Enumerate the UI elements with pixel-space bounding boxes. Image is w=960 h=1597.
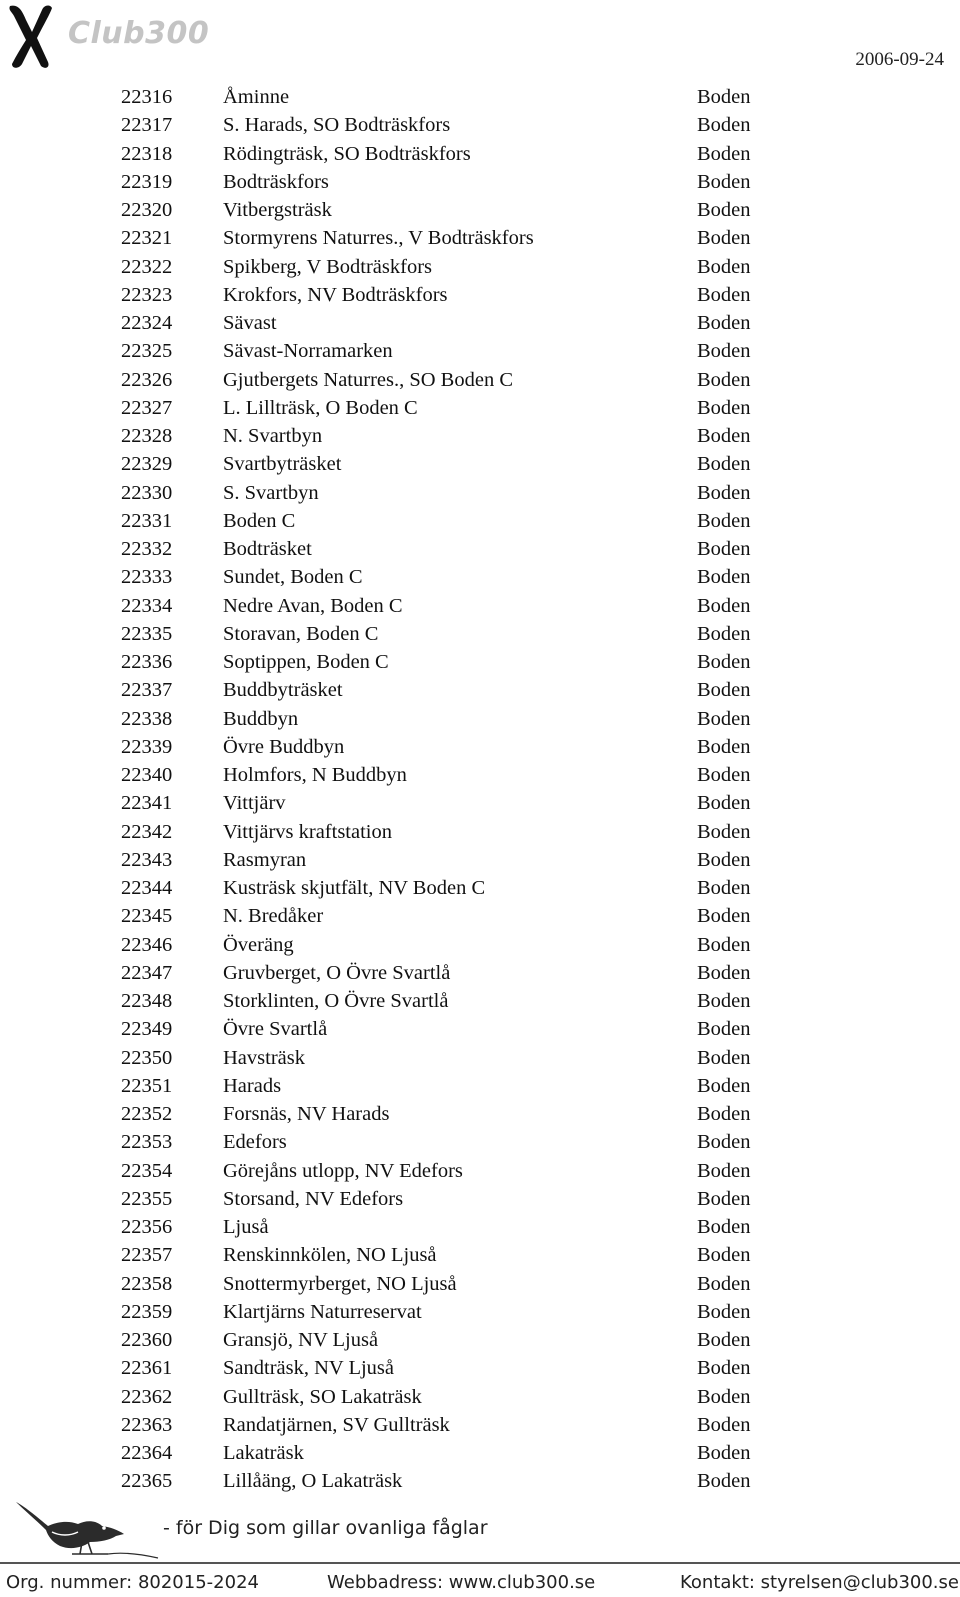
municipality: Boden [697,1187,751,1210]
location-id: 22333 [121,566,173,589]
municipality: Boden [697,255,751,278]
municipality: Boden [697,792,751,815]
location-name: Soptippen, Boden C [223,651,389,673]
location-name: Snottermyrberget, NO Ljuså [223,1272,457,1295]
location-name: Gransjö, NV Ljuså [223,1329,379,1351]
location-id: 22341 [121,792,173,815]
list-item [0,789,960,817]
list-item [0,196,960,224]
municipality: Boden [697,961,751,984]
location-id: 22329 [121,453,173,476]
municipality: Boden [697,820,751,843]
location-name: Buddbyn [223,707,299,730]
location-id: 22340 [121,764,173,786]
location-name: Vitbergsträsk [223,199,332,221]
location-id: 22318 [121,142,173,165]
location-id: 22335 [121,622,173,645]
location-name: Överäng [223,933,294,956]
list-item [0,733,960,761]
location-id: 22348 [121,990,173,1012]
list-item [0,422,960,450]
municipality: Boden [697,990,751,1012]
footer-divider [0,1562,960,1564]
list-item [0,450,960,478]
list-item [0,1157,960,1185]
location-id: 22339 [121,735,173,758]
list-item [0,507,960,535]
list-item [0,874,960,902]
location-id: 22319 [121,170,173,193]
location-id: 22317 [121,114,173,137]
location-id: 22328 [121,425,173,447]
list-item [0,535,960,563]
list-item [0,83,960,111]
list-item [0,224,960,252]
location-name: N. Svartbyn [223,425,323,447]
list-item [0,479,960,507]
location-name: Vittjärvs kraftstation [223,820,392,843]
location-name: Storsand, NV Edefors [223,1187,404,1210]
location-name: Gjutbergets Naturres., SO Boden C [223,368,514,391]
municipality: Boden [697,368,751,391]
location-name: Övre Svartlå [223,1018,328,1041]
bird-icon [12,1496,162,1562]
municipality: Boden [697,1272,751,1295]
location-name: L. Lillträsk, O Boden C [223,396,418,419]
location-name: Sävast-Norramarken [223,340,393,363]
municipality: Boden [697,1018,751,1041]
location-id: 22344 [121,877,173,899]
municipality: Boden [697,679,751,702]
location-name: Bodträsket [223,538,312,560]
municipality: Boden [697,707,751,730]
list-item [0,1185,960,1213]
location-name: Gruvberget, O Övre Svartlå [223,961,451,984]
list-item [0,309,960,337]
location-name: Lakaträsk [223,1442,304,1464]
list-item [0,1411,960,1439]
list-item [0,140,960,168]
location-name: Krokfors, NV Bodträskfors [223,283,448,306]
club300-wordmark: Club300 [68,16,210,51]
municipality: Boden [697,1329,751,1351]
x-logo-icon [4,2,64,72]
location-name: Renskinnkölen, NO Ljuså [223,1244,437,1267]
list-item [0,1270,960,1298]
location-name: Sandträsk, NV Ljuså [223,1357,395,1380]
municipality: Boden [697,1244,751,1267]
location-id: 22363 [121,1413,173,1436]
location-id: 22360 [121,1329,173,1351]
list-item [0,818,960,846]
list-item [0,620,960,648]
list-item [0,366,960,394]
location-id: 22349 [121,1018,173,1041]
location-name: Forsnäs, NV Harads [223,1103,390,1125]
location-id: 22326 [121,368,173,391]
location-id: 22337 [121,679,173,702]
location-name: Nedre Avan, Boden C [223,594,403,617]
municipality: Boden [697,283,751,306]
municipality: Boden [697,199,751,221]
municipality: Boden [697,1046,751,1069]
location-name: S. Svartbyn [223,481,319,504]
location-id: 22342 [121,820,173,843]
location-name: Harads [223,1074,282,1097]
municipality: Boden [697,425,751,447]
location-name: Boden C [223,509,296,532]
list-item [0,1213,960,1241]
list-item [0,1072,960,1100]
list-item [0,902,960,930]
municipality: Boden [697,1442,751,1464]
municipality: Boden [697,1470,751,1493]
municipality: Boden [697,340,751,363]
list-item [0,1326,960,1354]
municipality: Boden [697,764,751,786]
location-name: Åminne [223,86,290,108]
location-name: Holmfors, N Buddbyn [223,764,407,786]
document-date: 2006-09-24 [855,49,944,70]
list-item [0,1439,960,1467]
location-id: 22361 [121,1357,173,1380]
municipality: Boden [697,735,751,758]
location-id: 22343 [121,848,173,871]
municipality: Boden [697,566,751,589]
list-item [0,959,960,987]
location-id: 22357 [121,1244,173,1267]
location-name: Havsträsk [223,1046,305,1069]
location-id: 22365 [121,1470,173,1493]
location-name: Storavan, Boden C [223,622,379,645]
list-item [0,394,960,422]
municipality: Boden [697,905,751,928]
municipality: Boden [697,170,751,193]
location-name: Övre Buddbyn [223,735,345,758]
location-id: 22356 [121,1216,173,1238]
club-slogan: - för Dig som gillar ovanliga fåglar [163,1517,488,1539]
location-id: 22359 [121,1300,173,1323]
location-id: 22322 [121,255,173,278]
location-id: 22350 [121,1046,173,1069]
municipality: Boden [697,1300,751,1323]
municipality: Boden [697,1216,751,1238]
location-name: Storklinten, O Övre Svartlå [223,990,449,1012]
club300-logo [4,2,264,72]
municipality: Boden [697,594,751,617]
list-item [0,592,960,620]
municipality: Boden [697,114,751,137]
location-name: Ljuså [223,1216,269,1238]
location-name: Rasmyran [223,848,307,871]
municipality: Boden [697,538,751,560]
municipality: Boden [697,1074,751,1097]
list-item [0,1298,960,1326]
location-id: 22354 [121,1159,173,1182]
location-name: Spikberg, V Bodträskfors [223,255,432,278]
location-id: 22323 [121,283,173,306]
location-name: Sundet, Boden C [223,566,363,589]
municipality: Boden [697,453,751,476]
municipality: Boden [697,142,751,165]
location-name: Lillåäng, O Lakaträsk [223,1470,403,1493]
municipality: Boden [697,877,751,899]
list-item [0,987,960,1015]
location-name: Edefors [223,1131,287,1154]
list-item [0,1354,960,1382]
location-name: Klartjärns Naturreservat [223,1300,422,1323]
municipality: Boden [697,1159,751,1182]
municipality: Boden [697,86,751,108]
location-name: Gullträsk, SO Lakaträsk [223,1385,422,1408]
municipality: Boden [697,933,751,956]
list-item [0,253,960,281]
list-item [0,1044,960,1072]
contact-email: Kontakt: styrelsen@club300.se [680,1572,959,1593]
list-item [0,761,960,789]
location-id: 22351 [121,1074,173,1097]
municipality: Boden [697,227,751,250]
location-name: Stormyrens Naturres., V Bodträskfors [223,227,534,250]
location-id: 22362 [121,1385,173,1408]
list-item [0,1467,960,1495]
location-id: 22352 [121,1103,173,1125]
list-item [0,1015,960,1043]
web-address: Webbadress: www.club300.se [327,1572,596,1593]
location-list [0,83,960,1496]
location-name: Görejåns utlopp, NV Edefors [223,1159,463,1182]
municipality: Boden [697,651,751,673]
municipality: Boden [697,1131,751,1154]
location-id: 22346 [121,933,173,956]
list-item [0,563,960,591]
list-item [0,705,960,733]
list-item [0,846,960,874]
municipality: Boden [697,622,751,645]
municipality: Boden [697,1103,751,1125]
location-id: 22327 [121,396,173,419]
location-id: 22316 [121,86,173,108]
list-item [0,1241,960,1269]
municipality: Boden [697,481,751,504]
location-id: 22338 [121,707,173,730]
municipality: Boden [697,509,751,532]
location-id: 22321 [121,227,173,250]
location-name: Sävast [223,312,277,334]
location-id: 22330 [121,481,173,504]
list-item [0,337,960,365]
municipality: Boden [697,396,751,419]
location-name: Randatjärnen, SV Gullträsk [223,1413,450,1436]
location-id: 22320 [121,199,173,221]
location-id: 22325 [121,340,173,363]
location-id: 22345 [121,905,173,928]
municipality: Boden [697,1357,751,1380]
list-item [0,931,960,959]
location-id: 22331 [121,509,173,532]
list-item [0,1100,960,1128]
location-id: 22358 [121,1272,173,1295]
list-item [0,648,960,676]
location-id: 22332 [121,538,173,560]
location-name: Svartbyträsket [223,453,342,476]
location-name: S. Harads, SO Bodträskfors [223,114,451,137]
location-id: 22364 [121,1442,173,1464]
municipality: Boden [697,1385,751,1408]
list-item [0,1383,960,1411]
location-id: 22336 [121,651,173,673]
location-name: N. Bredåker [223,905,324,928]
location-name: Rödingträsk, SO Bodträskfors [223,142,471,165]
list-item [0,676,960,704]
location-id: 22355 [121,1187,173,1210]
location-id: 22324 [121,312,173,334]
location-name: Bodträskfors [223,170,329,193]
location-id: 22347 [121,961,173,984]
municipality: Boden [697,848,751,871]
location-id: 22353 [121,1131,173,1154]
org-number: Org. nummer: 802015-2024 [6,1572,259,1593]
location-name: Vittjärv [223,792,286,815]
list-item [0,168,960,196]
location-name: Kusträsk skjutfält, NV Boden C [223,877,486,899]
municipality: Boden [697,1413,751,1436]
location-name: Buddbyträsket [223,679,343,702]
list-item [0,111,960,139]
location-id: 22334 [121,594,173,617]
list-item [0,281,960,309]
municipality: Boden [697,312,751,334]
list-item [0,1128,960,1156]
